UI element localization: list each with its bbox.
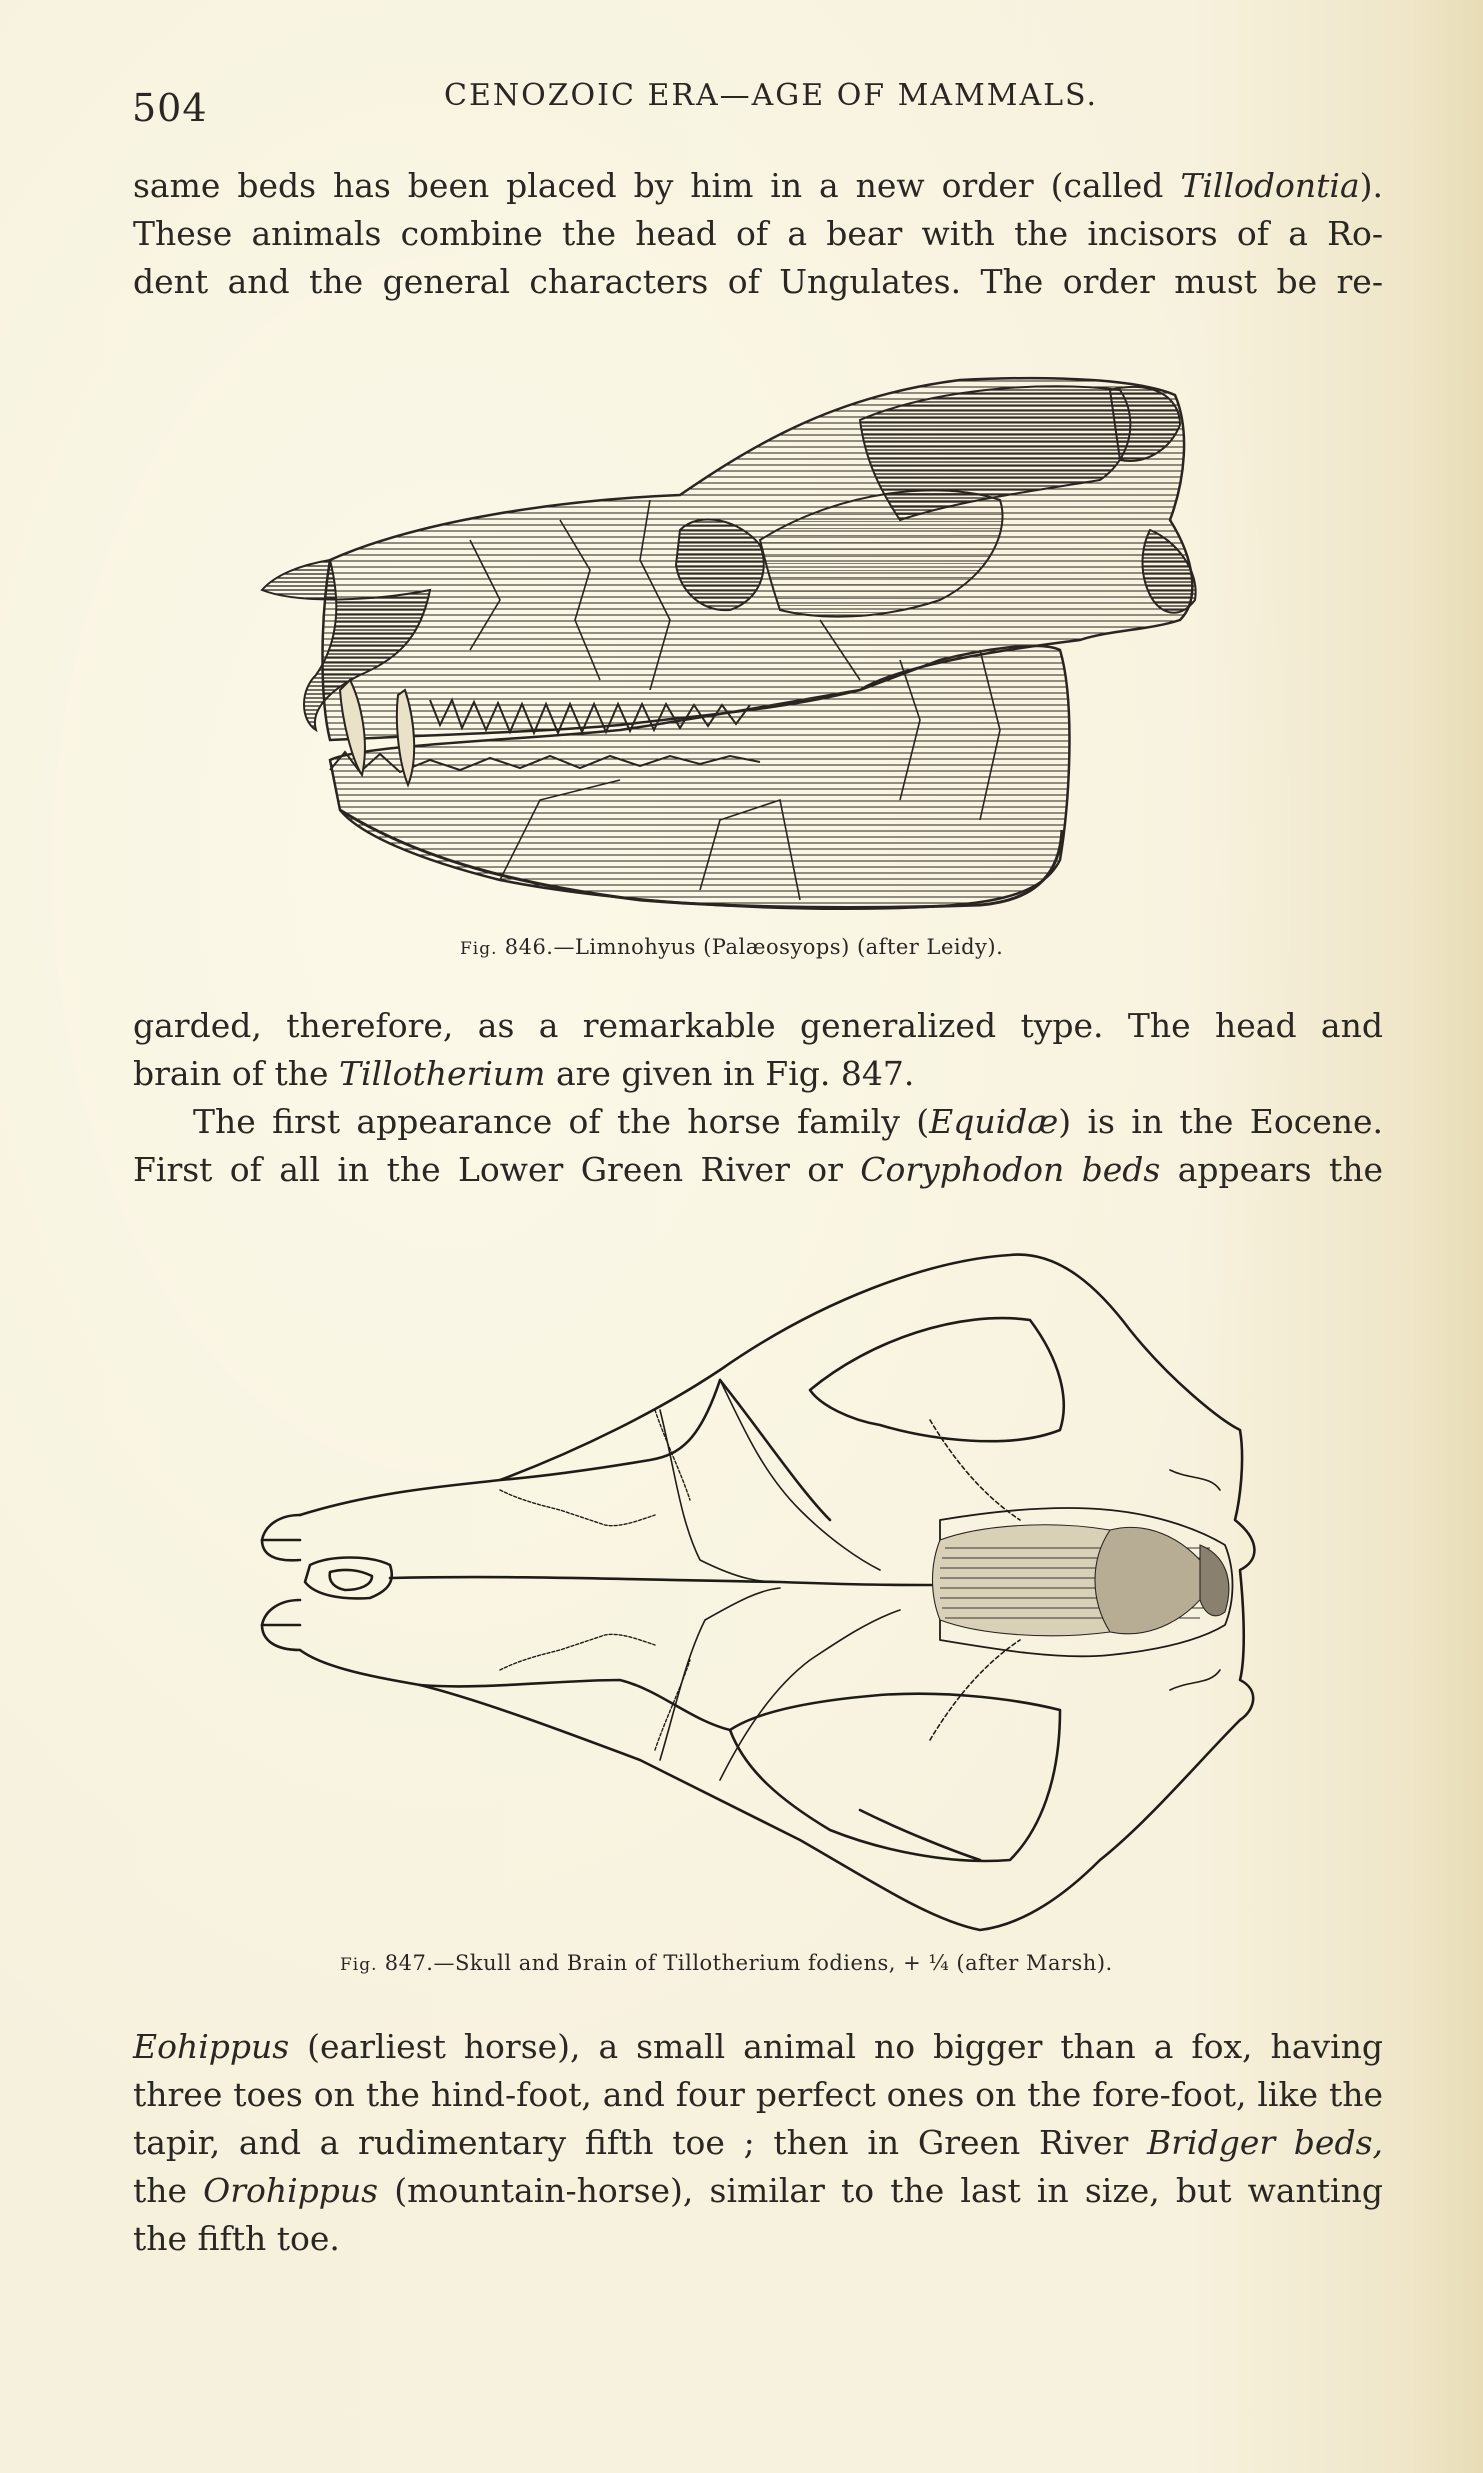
paragraph-2	[133, 1002, 1383, 1098]
paragraph-3	[133, 1098, 1383, 1194]
text-line: same beds has been placed by him in a new order (called Tillodontia).	[133, 166, 1383, 205]
text-line: the fifth toe.	[133, 2219, 340, 2258]
text-line: These animals combine the head of a bear with the incisors of a Ro-	[133, 214, 1383, 253]
paragraph-1	[133, 162, 1383, 306]
figure-846-caption: Fig. 846.—Limnohyus (Palæosyops) (after Leidy).	[460, 935, 1004, 959]
text-line: brain of the Tillotherium are given in Fig. 847.	[133, 1054, 915, 1093]
running-head	[132, 78, 1372, 130]
text-line: dent and the general characters of Ungulates. The order must be re-	[133, 262, 1383, 301]
text-line: First of all in the Lower Green River or Coryphodon beds appears the	[133, 1150, 1383, 1189]
running-title: CENOZOIC ERA—AGE OF MAMMALS.	[444, 78, 1099, 113]
text-line: Eohippus (earliest horse), a small animal no bigger than a fox, having	[133, 2027, 1383, 2066]
page-number: 504	[132, 86, 208, 130]
figure-847-caption: Fig. 847.—Skull and Brain of Tillotherium fodiens, + ¼ (after Marsh).	[340, 1951, 1113, 1975]
text-line: garded, therefore, as a remarkable generalized type. The head and	[133, 1006, 1383, 1045]
text-line: tapir, and a rudimentary fifth toe ; then in Green River Bridger beds,	[133, 2123, 1383, 2162]
paragraph-4	[133, 2023, 1383, 2263]
text-line: The first appearance of the horse family (Equidæ) is in the Eocene.	[193, 1102, 1383, 1141]
text-line: three toes on the hind-foot, and four perfect ones on the fore-foot, like the	[133, 2075, 1383, 2114]
text-line: the Orohippus (mountain-horse), similar to the last in size, but wanting	[133, 2171, 1383, 2210]
